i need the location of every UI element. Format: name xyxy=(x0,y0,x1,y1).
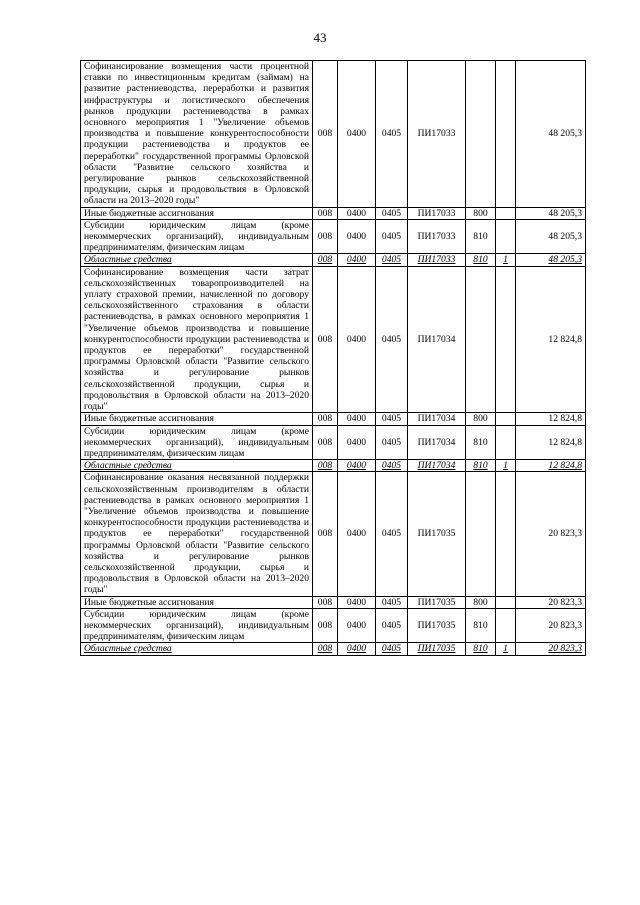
cell-target-article: ПИ17035 xyxy=(408,608,466,643)
cell-target-article: ПИ17035 xyxy=(408,472,466,596)
cell-funding-source xyxy=(496,472,516,596)
cell-grbs-code: 008 xyxy=(313,413,338,425)
cell-section-code: 0400 xyxy=(338,61,376,208)
cell-expense-type: 800 xyxy=(466,413,496,425)
cell-funding-source: 1 xyxy=(496,460,516,472)
table-row-regional xyxy=(81,643,586,655)
cell-expense-type: 810 xyxy=(466,460,496,472)
cell-amount: 12 824,8 xyxy=(516,460,586,472)
cell-section-code: 0400 xyxy=(338,608,376,643)
cell-amount: 48 205,3 xyxy=(516,219,586,254)
cell-section-code: 0400 xyxy=(338,266,376,413)
cell-target-article: ПИ17034 xyxy=(408,460,466,472)
cell-description: Иные бюджетные ассигнования xyxy=(81,596,313,608)
cell-grbs-code: 008 xyxy=(313,266,338,413)
cell-section-code: 0400 xyxy=(338,219,376,254)
cell-expense-type: 800 xyxy=(466,207,496,219)
cell-description: Иные бюджетные ассигнования xyxy=(81,413,313,425)
table-row-other xyxy=(81,207,586,219)
cell-description: Софинансирование возмещения части процентной ставки по инвестиционным кредитам (займам) на развитие растениеводства, переработки и развития инфраструктуры и логистического обеспечения рынков продукции растениеводства в рамках основного мероприятия 1 "Увеличение объемов производства и повышение конкурентоспособности продукции растениеводства и продуктов ее переработки" государственной программы Орловской области "Развитие сельского хозяйства и регулирование рынков сельскохозяйственной продукции, сырья и продовольствия в Орловской области на 2013–2020 годы" xyxy=(81,61,313,208)
cell-amount: 12 824,8 xyxy=(516,266,586,413)
cell-subsection-code: 0405 xyxy=(376,413,408,425)
cell-amount: 48 205,3 xyxy=(516,207,586,219)
cell-description: Субсидии юридическим лицам (кроме некоммерческих организаций), индивидуальным предпринимателям, физическим лицам xyxy=(81,219,313,254)
cell-grbs-code: 008 xyxy=(313,596,338,608)
cell-target-article: ПИ17034 xyxy=(408,413,466,425)
cell-amount: 12 824,8 xyxy=(516,413,586,425)
cell-section-code: 0400 xyxy=(338,207,376,219)
cell-expense-type: 810 xyxy=(466,425,496,460)
cell-amount: 48 205,3 xyxy=(516,254,586,266)
cell-grbs-code: 008 xyxy=(313,254,338,266)
cell-expense-type xyxy=(466,61,496,208)
cell-amount: 20 823,3 xyxy=(516,596,586,608)
table-row-other xyxy=(81,413,586,425)
cell-section-code: 0400 xyxy=(338,643,376,655)
cell-funding-source: 1 xyxy=(496,254,516,266)
cell-expense-type: 800 xyxy=(466,596,496,608)
table-row-regional xyxy=(81,460,586,472)
table-row-subsidy xyxy=(81,219,586,254)
cell-subsection-code: 0405 xyxy=(376,266,408,413)
cell-description: Областные средства xyxy=(81,643,313,655)
cell-subsection-code: 0405 xyxy=(376,460,408,472)
cell-description: Субсидии юридическим лицам (кроме некоммерческих организаций), индивидуальным предпринимателям, физическим лицам xyxy=(81,425,313,460)
budget-table-body xyxy=(81,61,586,656)
cell-subsection-code: 0405 xyxy=(376,472,408,596)
cell-description: Областные средства xyxy=(81,460,313,472)
cell-target-article: ПИ17035 xyxy=(408,596,466,608)
cell-description: Иные бюджетные ассигнования xyxy=(81,207,313,219)
cell-section-code: 0400 xyxy=(338,596,376,608)
cell-grbs-code: 008 xyxy=(313,61,338,208)
cell-amount: 48 205,3 xyxy=(516,61,586,208)
cell-amount: 20 823,3 xyxy=(516,472,586,596)
table-row-other xyxy=(81,596,586,608)
page-number: 43 xyxy=(313,30,327,45)
cell-section-code: 0400 xyxy=(338,254,376,266)
cell-expense-type: 810 xyxy=(466,608,496,643)
cell-description: Софинансирование возмещения части затрат сельскохозяйственных товаропроизводителей на уплату страховой премии, начисленной по договору сельскохозяйственного страхования в области растениеводства, в рамках основного мероприятия 1 "Увеличение объемов производства и повышение конкурентоспособности продукции растениеводства и продуктов ее переработки" государственной программы Орловской области "Развитие сельского хозяйства и регулирование рынков сельскохозяйственной продукции, сырья и продовольствия в Орловской области на 2013–2020 годы" xyxy=(81,266,313,413)
cell-grbs-code: 008 xyxy=(313,219,338,254)
cell-section-code: 0400 xyxy=(338,413,376,425)
cell-expense-type: 810 xyxy=(466,643,496,655)
cell-expense-type xyxy=(466,266,496,413)
cell-funding-source xyxy=(496,425,516,460)
cell-description: Областные средства xyxy=(81,254,313,266)
cell-amount: 20 823,3 xyxy=(516,608,586,643)
cell-funding-source xyxy=(496,413,516,425)
budget-table xyxy=(80,60,586,656)
cell-subsection-code: 0405 xyxy=(376,608,408,643)
cell-grbs-code: 008 xyxy=(313,425,338,460)
cell-section-code: 0400 xyxy=(338,460,376,472)
cell-funding-source: 1 xyxy=(496,643,516,655)
cell-section-code: 0400 xyxy=(338,425,376,460)
cell-amount: 12 824,8 xyxy=(516,425,586,460)
table-row-regional xyxy=(81,254,586,266)
cell-funding-source xyxy=(496,219,516,254)
cell-subsection-code: 0405 xyxy=(376,219,408,254)
cell-description: Софинансирование оказания несвязанной поддержки сельскохозяйственным производителям в области растениеводства в рамках основного мероприятия 1 "Увеличение объемов производства и повышение конкурентоспособности продукции растениеводства и продуктов ее переработки" государственной программы Орловской области "Развитие сельского хозяйства и регулирование рынков сельскохозяйственной продукции, сырья и продовольствия в Орловской области на 2013–2020 годы" xyxy=(81,472,313,596)
cell-subsection-code: 0405 xyxy=(376,643,408,655)
cell-subsection-code: 0405 xyxy=(376,596,408,608)
cell-grbs-code: 008 xyxy=(313,460,338,472)
cell-subsection-code: 0405 xyxy=(376,207,408,219)
cell-subsection-code: 0405 xyxy=(376,61,408,208)
cell-description: Субсидии юридическим лицам (кроме некоммерческих организаций), индивидуальным предпринимателям, физическим лицам xyxy=(81,608,313,643)
cell-target-article: ПИ17033 xyxy=(408,254,466,266)
cell-grbs-code: 008 xyxy=(313,472,338,596)
cell-subsection-code: 0405 xyxy=(376,425,408,460)
table-row-program xyxy=(81,472,586,596)
cell-funding-source xyxy=(496,596,516,608)
table-row-program xyxy=(81,266,586,413)
cell-funding-source xyxy=(496,266,516,413)
cell-grbs-code: 008 xyxy=(313,608,338,643)
cell-grbs-code: 008 xyxy=(313,207,338,219)
cell-target-article: ПИ17033 xyxy=(408,207,466,219)
cell-grbs-code: 008 xyxy=(313,643,338,655)
cell-target-article: ПИ17034 xyxy=(408,425,466,460)
cell-funding-source xyxy=(496,61,516,208)
cell-expense-type: 810 xyxy=(466,254,496,266)
table-row-subsidy xyxy=(81,608,586,643)
cell-target-article: ПИ17033 xyxy=(408,219,466,254)
table-row-subsidy xyxy=(81,425,586,460)
cell-target-article: ПИ17033 xyxy=(408,61,466,208)
cell-target-article: ПИ17035 xyxy=(408,643,466,655)
cell-funding-source xyxy=(496,207,516,219)
table-row-program xyxy=(81,61,586,208)
cell-section-code: 0400 xyxy=(338,472,376,596)
cell-funding-source xyxy=(496,608,516,643)
cell-expense-type: 810 xyxy=(466,219,496,254)
cell-amount: 20 823,3 xyxy=(516,643,586,655)
cell-expense-type xyxy=(466,472,496,596)
cell-target-article: ПИ17034 xyxy=(408,266,466,413)
cell-subsection-code: 0405 xyxy=(376,254,408,266)
